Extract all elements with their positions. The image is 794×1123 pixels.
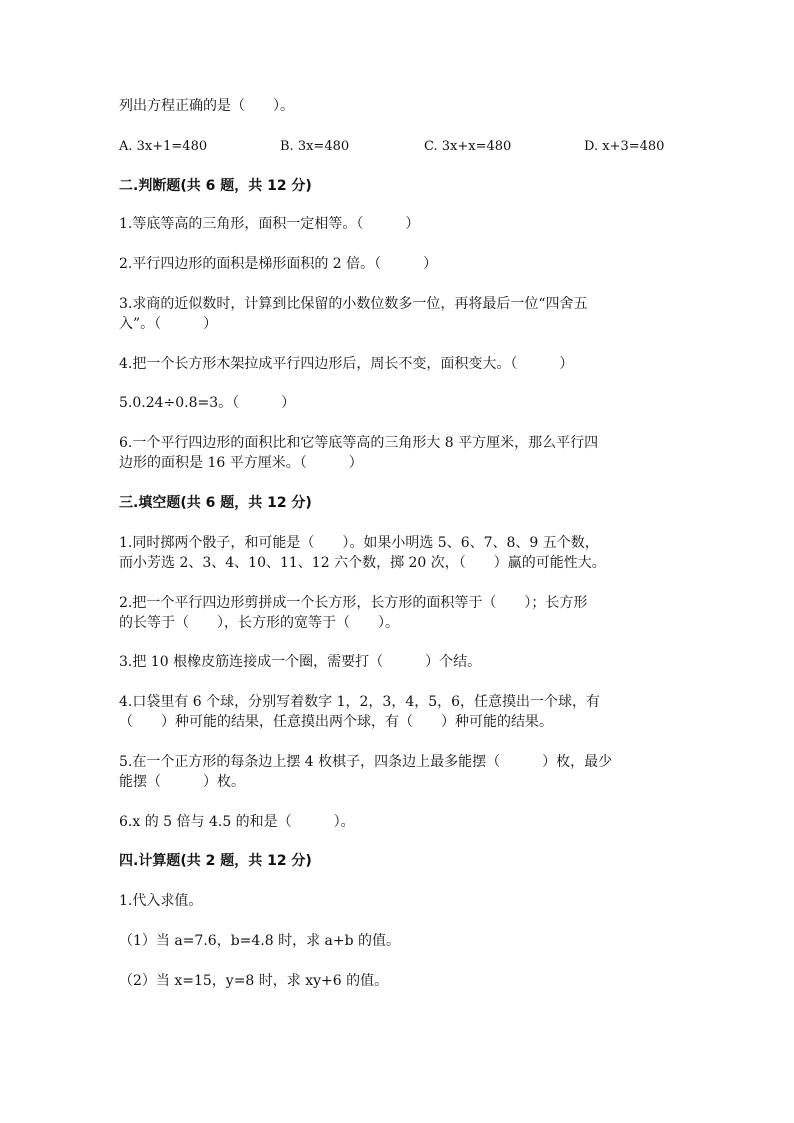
fill-item-1-line-2: 而小芳选 2、3、4、10、11、12 六个数，掷 20 次，（ ）赢的可能性大。 xyxy=(119,555,606,571)
fill-item-4-line-1: 4.口袋里有 6 个球，分别写着数字 1，2，3，4，5，6，任意摸出一个球，有 xyxy=(119,694,601,710)
judgment-item-4: 4.把一个长方形木架拉成平行四边形后，周长不变，面积变大。（ ） xyxy=(119,356,574,372)
option-b: B. 3x=480 xyxy=(280,139,350,154)
judgment-item-5: 5.0.24÷0.8=3。（ ） xyxy=(119,395,296,411)
fill-item-2-line-1: 2.把一个平行四边形剪拼成一个长方形，长方形的面积等于（ ）；长方形 xyxy=(119,595,588,611)
option-c: C. 3x+x=480 xyxy=(424,139,512,154)
judgment-item-6-line-2: 边形的面积是 16 平方厘米。（ ） xyxy=(119,455,363,471)
calc-subitem-2: （2）当 x=15，y=8 时，求 xy+6 的值。 xyxy=(119,973,389,989)
judgment-item-1: 1.等底等高的三角形，面积一定相等。（ ） xyxy=(119,216,420,232)
judgment-item-6-line-1: 6.一个平行四边形的面积比和它等底等高的三角形大 8 平方厘米，那么平行四 xyxy=(119,435,599,451)
judgment-item-2: 2.平行四边形的面积是梯形面积的 2 倍。（ ） xyxy=(119,256,438,272)
section-title-judgment: 二.判断题(共 6 题，共 12 分) xyxy=(119,178,312,194)
fill-item-6: 6.x 的 5 倍与 4.5 的和是（ ）。 xyxy=(119,814,355,830)
section-title-calculation: 四.计算题(共 2 题，共 12 分) xyxy=(119,853,312,869)
option-a: A. 3x+1=480 xyxy=(119,139,208,154)
fill-item-5-line-2: 能摆（ ）枚。 xyxy=(119,774,245,790)
fill-item-2-line-2: 的长等于（ ），长方形的宽等于（ ）。 xyxy=(119,615,399,631)
judgment-item-3-line-2: 入”。（ ） xyxy=(119,316,218,332)
section-title-fill-in: 三.填空题(共 6 题，共 12 分) xyxy=(119,495,312,511)
fill-item-5-line-1: 5.在一个正方形的每条边上摆 4 枚棋子，四条边上最多能摆（ ）枚，最少 xyxy=(119,754,613,770)
calc-item-1: 1.代入求值。 xyxy=(119,893,203,909)
question-stem: 列出方程正确的是（ ）。 xyxy=(119,98,294,114)
option-d: D. x+3=480 xyxy=(584,139,665,154)
fill-item-3: 3.把 10 根橡皮筋连接成一个圈，需要打（ ）个结。 xyxy=(119,654,482,670)
fill-item-1-line-1: 1.同时掷两个骰子，和可能是（ ）。如果小明选 5、6、7、8、9 五个数， xyxy=(119,535,599,551)
calc-subitem-1: （1）当 a=7.6，b=4.8 时，求 a+b 的值。 xyxy=(119,933,401,949)
judgment-item-3-line-1: 3.求商的近似数时，计算到比保留的小数位数多一位，再将最后一位“四舍五 xyxy=(119,296,588,312)
fill-item-4-line-2: （ ）种可能的结果，任意摸出两个球，有（ ）种可能的结果。 xyxy=(119,714,553,730)
